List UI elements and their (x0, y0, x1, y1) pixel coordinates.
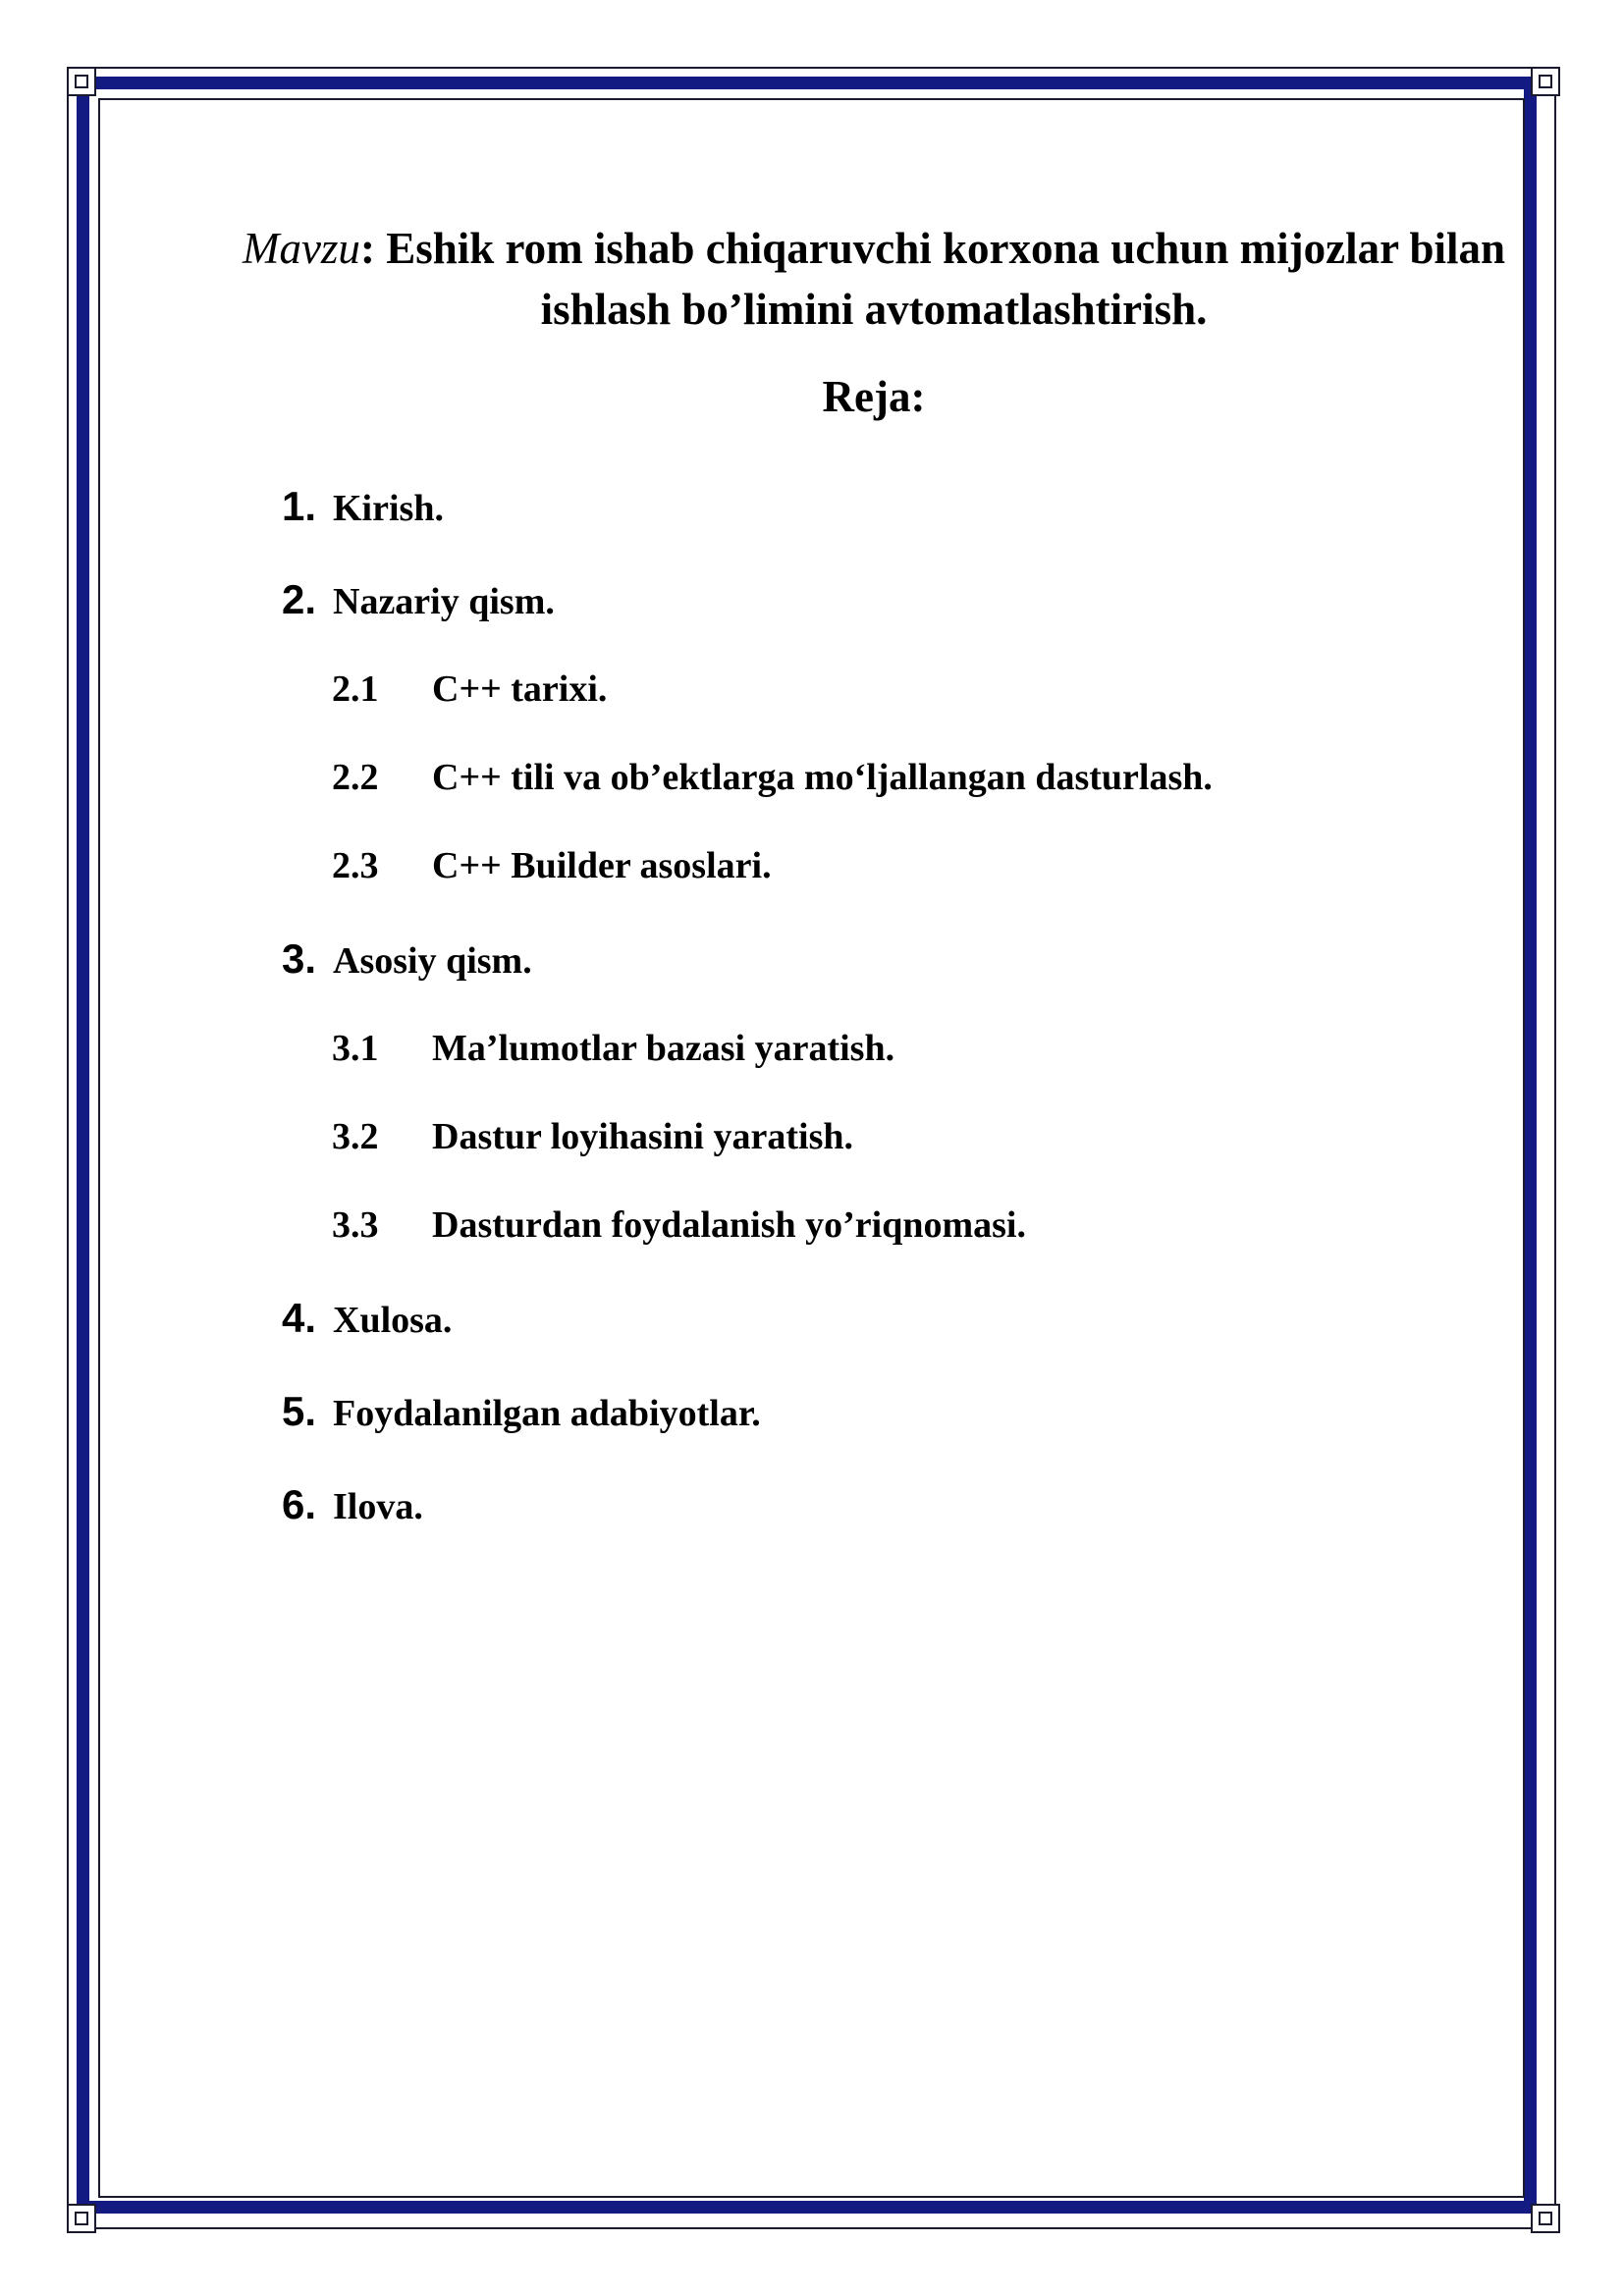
plan-subitem-label: C++ tili va ob’ektlarga mo‘ljallangan dasturlash. (432, 757, 1213, 798)
plan-subitem-label: Ma’lumotlar bazasi yaratish. (432, 1028, 895, 1069)
plan-subitem-2-2 (332, 756, 1213, 799)
plan-item-ilova (282, 1481, 423, 1528)
plan-subitem-3-1 (332, 1027, 894, 1070)
plan-item-number: 1. (282, 483, 317, 529)
plan-item-nazariy-qism (282, 576, 555, 623)
topic-colon: : (359, 224, 375, 273)
plan-subitem-number: 3.1 (332, 1028, 379, 1069)
plan-subitem-3-3 (332, 1203, 1026, 1247)
plan-item-number: 5. (282, 1388, 317, 1434)
plan-subitem-label: Dastur loyihasini yaratish. (432, 1116, 853, 1157)
frame-corner-ornament-bottom-left (67, 2204, 96, 2233)
plan-subitem-number: 2.1 (332, 668, 379, 710)
plan-subitem-2-1 (332, 667, 607, 711)
plan-subitem-number: 2.2 (332, 757, 379, 798)
plan-item-label: Kirish. (333, 488, 444, 529)
plan-heading: Reja: (822, 372, 926, 421)
plan-subitem-label: Dasturdan foydalanish yo’riqnomasi. (432, 1204, 1026, 1246)
plan-item-number: 4. (282, 1295, 317, 1341)
plan-item-asosiy-qism (282, 935, 532, 983)
plan-item-number: 6. (282, 1481, 317, 1527)
document-topic (236, 218, 1512, 340)
plan-item-kirish (282, 483, 444, 530)
plan-item-adabiyotlar (282, 1388, 761, 1435)
plan-subitem-number: 2.3 (332, 845, 379, 886)
plan-item-label: Nazariy qism. (333, 581, 555, 622)
plan-item-xulosa (282, 1295, 452, 1342)
plan-item-label: Asosiy qism. (333, 940, 532, 982)
plan-subitem-2-3 (332, 844, 772, 887)
plan-subitem-number: 3.2 (332, 1116, 379, 1157)
frame-corner-ornament-bottom-right (1531, 2204, 1560, 2233)
plan-item-label: Ilova. (333, 1486, 423, 1527)
plan-item-number: 2. (282, 576, 317, 622)
plan-item-number: 3. (282, 935, 317, 982)
topic-prefix: Mavzu (242, 224, 360, 273)
topic-text: Eshik rom ishab chiqaruvchi korxona uchun mijozlar bilan ishlash bo’limini avtomatlashtirish. (374, 224, 1506, 334)
plan-subitem-number: 3.3 (332, 1204, 379, 1246)
frame-corner-ornament-top-right (1531, 67, 1560, 96)
plan-subitem-label: C++ Builder asoslari. (432, 845, 772, 886)
plan-item-label: Foydalanilgan adabiyotlar. (333, 1393, 761, 1434)
plan-subitem-3-2 (332, 1115, 853, 1158)
plan-subitem-label: C++ tarixi. (432, 668, 608, 710)
plan-item-label: Xulosa. (333, 1300, 453, 1341)
frame-corner-ornament-top-left (67, 67, 96, 96)
